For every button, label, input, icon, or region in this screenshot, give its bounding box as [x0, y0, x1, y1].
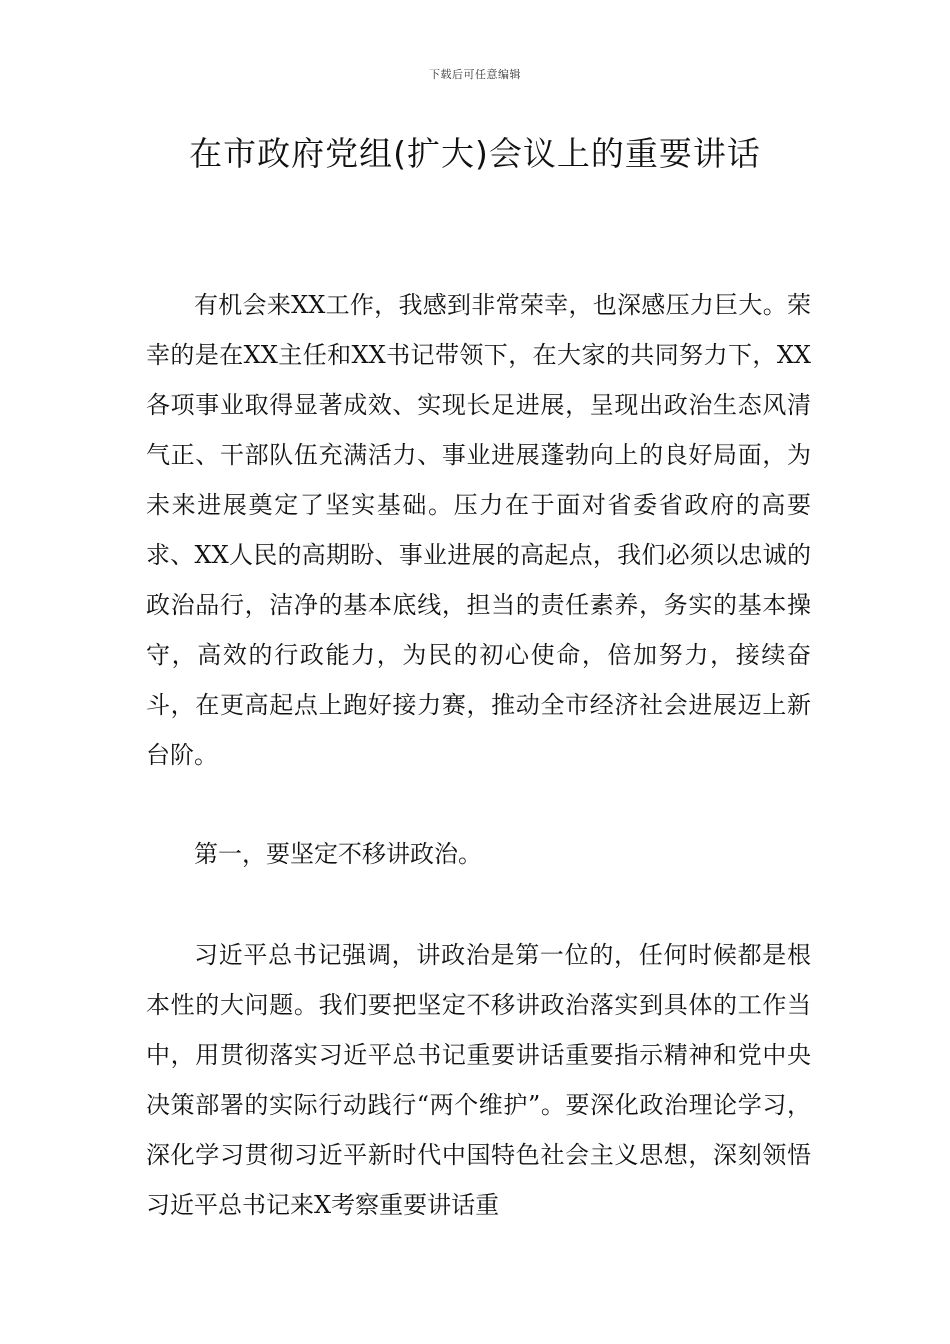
paragraph-politics: 习近平总书记强调，讲政治是第一位的，任何时候都是根本性的大问题。我们要把坚定不移讲政治落实到具体的工作当中，用贯彻落实习近平总书记重要讲话重要指示精神和党中央决策部署的实际行动践行“两个维护”。要深化政治理论学习，深化学习贯彻习近平新时代中国特色社会主义思想，深刻领悟习近平总书记来X考察重要讲话重: [146, 941, 811, 1219]
paragraph-intro: 有机会来XX工作，我感到非常荣幸，也深感压力巨大。荣幸的是在XX主任和XX书记带领下，在大家的共同努力下，XX各项事业取得显著成效、实现长足进展，呈现出政治生态风清气正、干部队伍充满活力、事业进展蓬勃向上的良好局面，为未来进展奠定了坚实基础。压力在于面对省委省政府的高要求、XX人民的高期盼、事业进展的高起点，我们必须以忠诚的政治品行，洁净的基本底线，担当的责任素养，务实的基本操守，高效的行政能力，为民的初心使命，倍加努力，接续奋斗，在更高起点上跑好接力赛，推动全市经济社会进展迈上新台阶。: [146, 291, 811, 769]
paragraph-gap: [146, 780, 811, 829]
paragraph-gap: [146, 879, 811, 930]
paragraph-section-heading: 第一，要坚定不移讲政治。: [194, 840, 482, 868]
document-body: [146, 280, 811, 1230]
download-note: 下载后可任意编辑: [429, 68, 521, 81]
document-title: 在市政府党组(扩大)会议上的重要讲话: [189, 134, 761, 173]
